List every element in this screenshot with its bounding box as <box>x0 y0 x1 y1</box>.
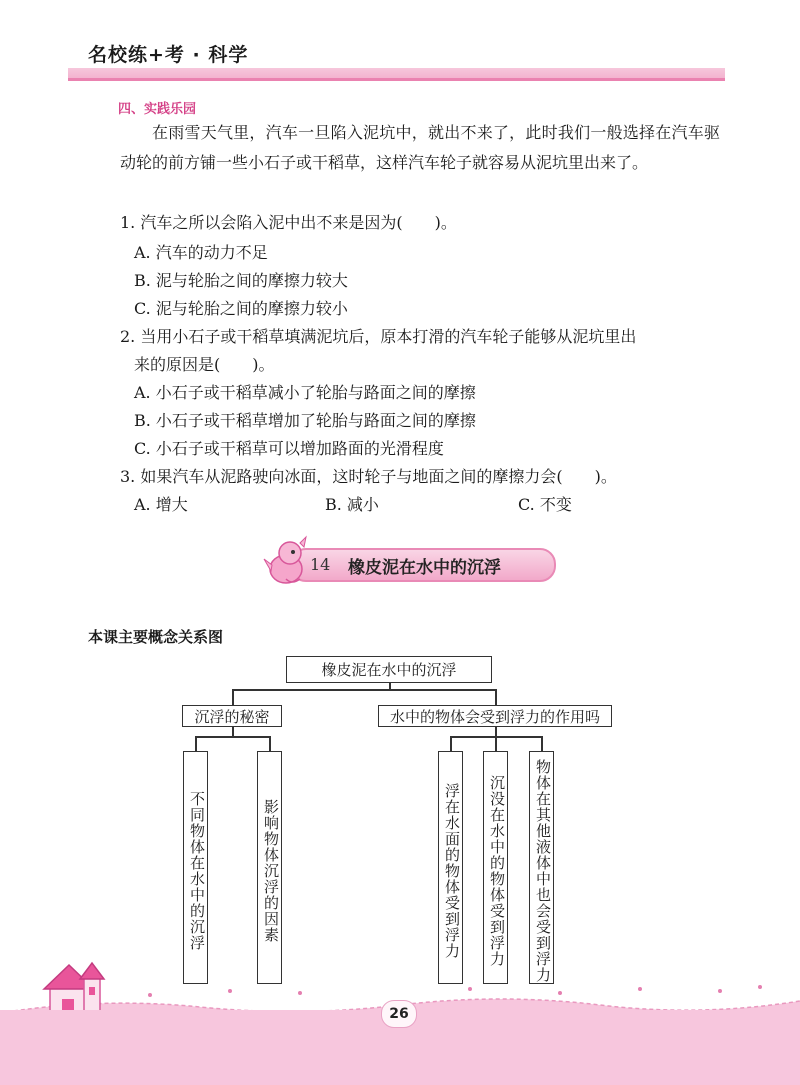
question-2-option-b: B. 小石子或干稻草增加了轮胎与路面之间的摩擦 <box>134 411 476 430</box>
connector <box>232 689 234 706</box>
concept-leaf-left-1: 不同物体在水中的沉浮 <box>183 751 208 984</box>
question-3-option-b: B. 减小 <box>325 495 379 514</box>
concept-branch-left-box: 沉浮的秘密 <box>182 705 282 727</box>
connector <box>269 736 271 752</box>
dragon-mascot-icon <box>262 535 314 591</box>
concept-leaf-right-3: 物体在其他液体中也会受到浮力 <box>529 751 554 984</box>
connector <box>195 736 197 752</box>
question-2-stem: 2. 当用小石子或干稻草填满泥坑后，原本打滑的汽车轮子能够从泥坑里出 <box>120 327 637 346</box>
lesson-number: 14 <box>310 555 331 574</box>
header-band <box>68 68 725 81</box>
concept-root-box: 橡皮泥在水中的沉浮 <box>286 656 492 683</box>
question-2-stem-cont: 来的原因是( )。 <box>134 355 275 374</box>
concept-map-heading: 本课主要概念关系图 <box>88 628 224 646</box>
connector <box>232 689 496 691</box>
connector <box>232 726 234 736</box>
question-2-option-a: A. 小石子或干稻草减小了轮胎与路面之间的摩擦 <box>134 383 476 402</box>
page-number: 26 <box>381 1000 417 1028</box>
connector <box>450 736 452 752</box>
concept-branch-right-box: 水中的物体会受到浮力的作用吗 <box>378 705 612 727</box>
question-3-option-a: A. 增大 <box>134 495 188 514</box>
connector <box>195 736 270 738</box>
question-2-option-c: C. 小石子或干稻草可以增加路面的光滑程度 <box>134 439 444 458</box>
passage-text: 在雨雪天气里，汽车一旦陷入泥坑中，就出不来了，此时我们一般选择在汽车驱动轮的前方铺一些小石子或干稻草，这样汽车轮子就容易从泥坑里出来了。 <box>120 123 720 172</box>
lesson-title: 橡皮泥在水中的沉浮 <box>348 558 501 578</box>
lesson-banner <box>262 535 562 591</box>
question-1-option-a: A. 汽车的动力不足 <box>134 243 268 262</box>
connector <box>495 736 497 752</box>
question-3-option-c: C. 不变 <box>518 495 572 514</box>
connector <box>495 689 497 706</box>
book-header-title: 名校练+考 · 科学 <box>88 44 249 66</box>
concept-leaf-left-2: 影响物体沉浮的因素 <box>257 751 282 984</box>
connector <box>495 726 497 736</box>
question-1-stem: 1. 汽车之所以会陷入泥中出不来是因为( )。 <box>120 213 457 232</box>
connector <box>541 736 543 752</box>
question-1-option-c: C. 泥与轮胎之间的摩擦力较小 <box>134 299 348 318</box>
question-1-option-b: B. 泥与轮胎之间的摩擦力较大 <box>134 271 348 290</box>
section-title: 四、实践乐园 <box>118 102 197 117</box>
concept-leaf-right-1: 浮在水面的物体受到浮力 <box>438 751 463 984</box>
question-3-stem: 3. 如果汽车从泥路驶向冰面，这时轮子与地面之间的摩擦力会( )。 <box>120 467 617 486</box>
concept-leaf-right-2: 沉没在水中的物体受到浮力 <box>483 751 508 984</box>
